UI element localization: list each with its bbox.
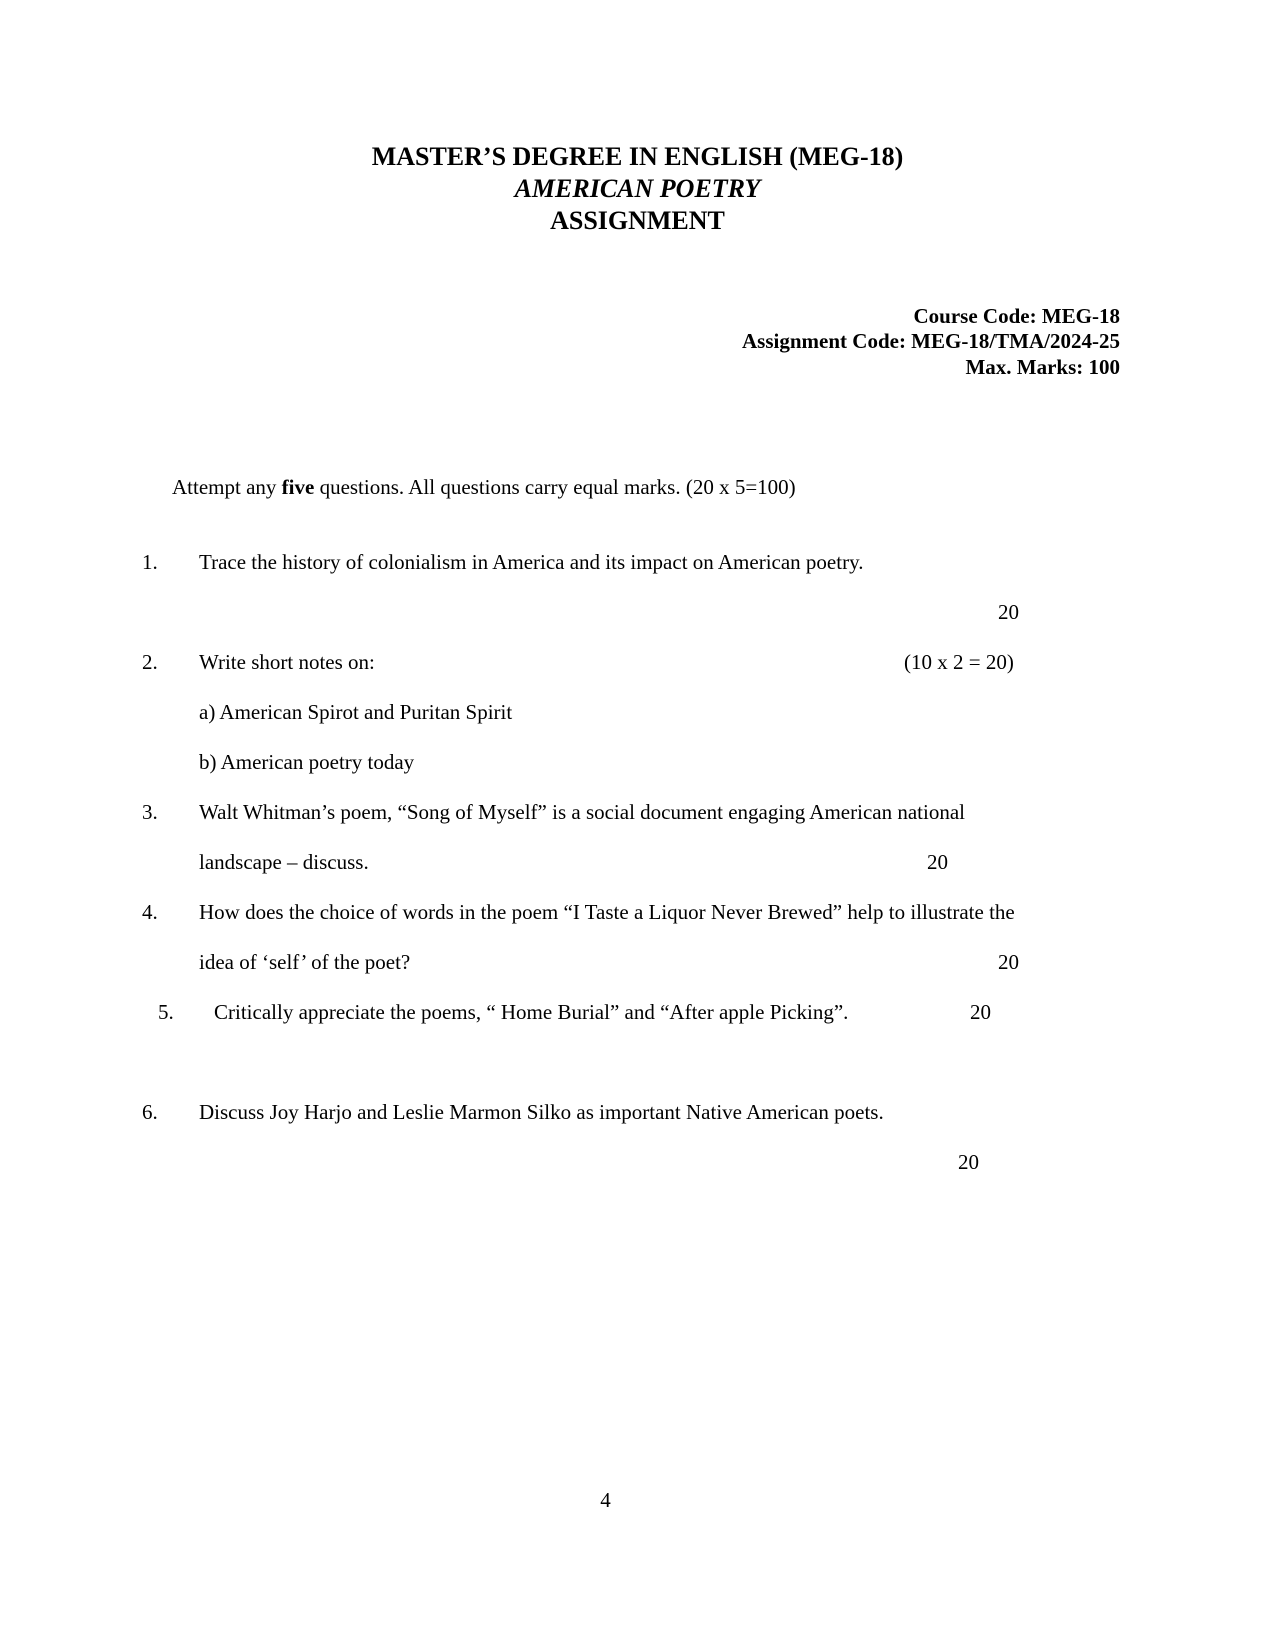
question-number: 5. — [158, 1000, 174, 1024]
question-marks: 20 — [970, 1000, 991, 1024]
question-text-continued: landscape – discuss. — [199, 850, 369, 874]
question-text: Critically appreciate the poems, “ Home Burial” and “After apple Picking”. — [214, 1000, 849, 1024]
instructions — [172, 475, 796, 500]
question-number: 2. — [142, 650, 158, 674]
question-text: Trace the history of colonialism in America and its impact on American poetry. — [199, 550, 864, 574]
instructions-bold: five — [281, 475, 315, 499]
question-text: Write short notes on: — [199, 650, 375, 674]
question-number: 4. — [142, 900, 158, 924]
course-title: AMERICAN POETRY — [514, 174, 761, 203]
max-marks: Max. Marks: 100 — [965, 355, 1120, 379]
instructions-pre: Attempt any — [172, 475, 282, 499]
program-title: MASTER’S DEGREE IN ENGLISH (MEG-18) — [371, 142, 904, 171]
question-subpart: b) American poetry today — [199, 750, 415, 774]
question-text: Discuss Joy Harjo and Leslie Marmon Silko as important Native American poets. — [199, 1100, 884, 1124]
question-marks: 20 — [998, 600, 1019, 624]
question-marks: (10 x 2 = 20) — [904, 650, 1014, 674]
question-text-continued: idea of ‘self’ of the poet? — [199, 950, 411, 974]
question-number: 3. — [142, 800, 158, 824]
question-text: How does the choice of words in the poem “I Taste a Liquor Never Brewed” help to illustrate the — [199, 900, 1015, 924]
question-text: Walt Whitman’s poem, “Song of Myself” is a social document engaging American national — [199, 800, 965, 824]
question-marks: 20 — [927, 850, 948, 874]
instructions-post: questions. All questions carry equal marks. (20 x 5=100) — [314, 475, 796, 499]
assignment-code: Assignment Code: MEG-18/TMA/2024-25 — [742, 329, 1120, 353]
question-marks: 20 — [958, 1150, 979, 1174]
question-number: 6. — [142, 1100, 158, 1124]
question-marks: 20 — [998, 950, 1019, 974]
page-number: 4 — [600, 1488, 611, 1512]
course-code: Course Code: MEG-18 — [913, 304, 1120, 328]
question-number: 1. — [142, 550, 158, 574]
question-subpart: a) American Spirot and Puritan Spirit — [199, 700, 513, 724]
document-type: ASSIGNMENT — [550, 206, 725, 235]
